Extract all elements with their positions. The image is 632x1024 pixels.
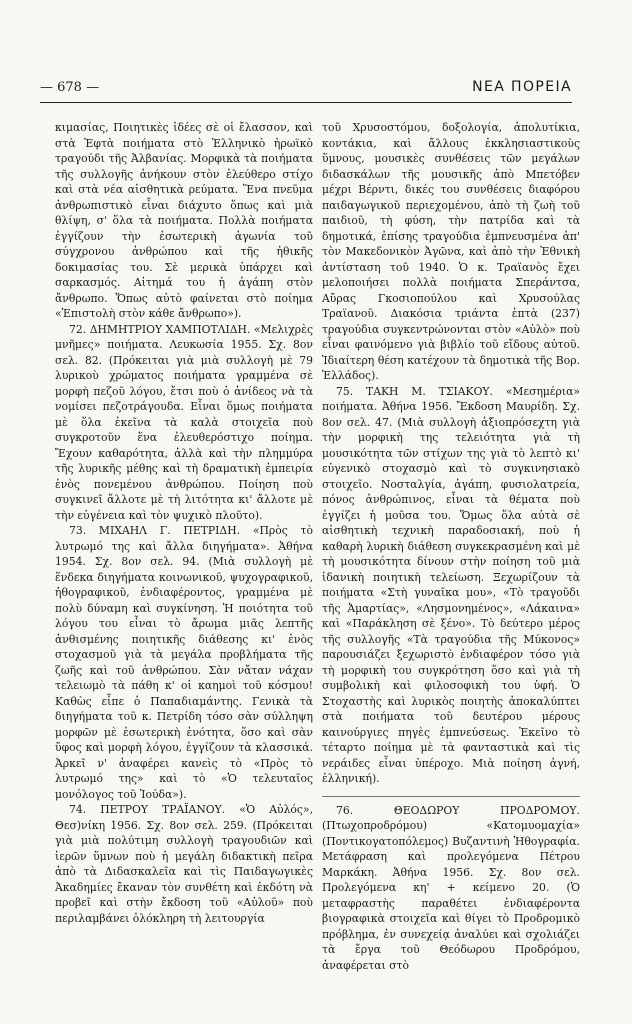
journal-title: ΝΕΑ ΠΟΡΕΙΑ	[472, 79, 572, 95]
entry-76: 76. ΘΕΟΔΩΡΟΥ ΠΡΟΔΡΟΜΟΥ. (Πτωχοπροδρόμου) «Κατομυομαχία» (Ποντικογατοπόλεμος) Βυζαντινὴ Ἠθογραφία. Μετάφραση καὶ προλεγόμενα Πέτρου Μαρκάκη. Ἀθήνα 1956. Σχ. 8ον σελ. Προλεγόμενα κη' + κείμενο 20. (Ὁ μεταφραστὴς παραθέτει ἐνδιαφέροντα βιογραφικὰ στοιχεῖα καὶ θίγει τὸ Προδρομικὸ πρόβλημα, ἐν συνεχείᾳ ἀναλύει καὶ σχολιάζει τὰ ἔργα τοῦ Θεόδωρου Προδρόμου, ἀναφέρεται στὸ	[322, 803, 580, 972]
entry-75: 75. ΤΑΚΗ Μ. ΤΣΙΑΚΟΥ. «Μεσημέρια» ποιήματα. Ἀθήνα 1956. Ἔκδοση Μαυρίδη. Σχ. 8ον σελ. 47. (Μιὰ συλλογὴ ἀξιοπρόσεχτη γιὰ τὴν μορφικὴ της τελειότητα γιὰ τὴ μουσικότητα τῶν στίχων της γιὰ τὸ λεπτὸ κι' εὐγενικὸ στοχασμὸ καὶ τὸ συγκινησιακὸ στοιχεῖο. Νοσταλγία, ἀγάπη, φυσιολατρεία, πόνος ἀνθρώπινος, εἶναι τὰ θέματα ποὺ ἐγγίζει ἡ μοῦσα του. Ὅμως ὅλα αὐτὰ σὲ αἰσθητικὴ τεχνικὴ παραδοσιακή, ποὺ ἡ καθαρὴ λυρικὴ διάθεση συγκεκρασμένη καὶ μὲ τὴ μουσικότητα δίνουν στὴν ποίηση τοῦ μιὰ ἰδανικὴ ποιητικὴ τελείωση. Ξεχωρίζουν τὰ ποιήματα «Στὴ γυναῖκα μου», «Τὸ τραγοῦδι τῆς Ἀμαρτίας», «Λησμονημένος», «Λάκαινα» καὶ «Παράκληση σὲ ξένο». Τὸ δεύτερο μέρος τῆς συλλογῆς «Τὰ τραγούδια τῆς Μύκονος» παρουσιάζει ξεχωριστὸ ἐνδιαφέρον τόσο γιὰ τὴ μορφικὴ του συγκρότηση ὅσο καὶ γιὰ τὴ συμβολικὴ καὶ φιλοσοφικὴ του ὑφή. Ὁ Στοχαστὴς καὶ λυρικὸς ποιητὴς ἀποκαλύπτει στὰ ποιήματα τοῦ δευτέρου μέρους καινούργιες πηγὲς ἐμπνεύσεως. Ἐκεῖνο τὸ τέταρτο ποίημα μὲ τὰ φανταστικὰ καὶ τὶς νεράιδες εἶναι ὑπέροχο. Μιὰ ποίηση ἀγνή, ἑλληνική).	[322, 384, 580, 785]
entry-74: 74. ΠΕΤΡΟΥ ΤΡΑΪΑΝΟΥ. «Ὁ Αὐλός», Θεσ)νίκη 1956. Σχ. 8ον σελ. 259. (Πρόκειται γιὰ μιὰ πολύτιμη συλλογὴ τραγουδιῶν καὶ ἱερῶν ὕμνων ποὺ ἡ μεγάλη διδακτικὴ πεῖρα ἀπὸ τὰ Διδασκαλεῖα καὶ τὶς Παιδαγωγικὲς Ἀκαδημίες ἔκαναν τὸν συνθέτη καὶ ἐκδότη νὰ προβεῖ καὶ στὴν ἔκδοση τοῦ «Αὐλοῦ» ποὺ περιλαμβάνει ὁλόκληρη τὴ λειτουργία	[55, 803, 313, 925]
entry-71-continuation: κιμασίας, Ποιητικὲς ἰδέες σὲ οἱ ἔλασσον, καὶ στὰ Ἑφτὰ ποιήματα στὸ Ἑλληνικὸ ἡρωϊκὸ τραγούδι τῆς Ἀλβανίας. Μορφικὰ τὰ ποιήματα τῆς συλλογῆς ἀνήκουν στὸν ἐλεύθερο στίχο καὶ στὰ νέα αἰσθητικὰ ρεύματα. Ἕνα πνεῦμα ἀνθρωπιστικὸ εἶναι διάχυτο ὅπως καὶ μιὰ θλίψη, σ' ὅλα τὰ ποιήματα. Πολλὰ ποιήματα ἐγγίζουν τὴν ἐσωτερικὴ ἀγωνία τοῦ σύγχρονου ἀνθρώπου καὶ τῆς ἠθικῆς δοκιμασίας του. Σὲ μερικὰ ὑπάρχει καὶ σαρκασμός. Αἰτημά του ἡ ἀγάπη στὸν ἄνθρωπο. Ὅπως αὐτὸ φαίνεται στὸ ποίημα «Ἐπιστολὴ στὸν κάθε ἄνθρωπο»).	[55, 121, 313, 320]
entry-73: 73. ΜΙΧΑΗΛ Γ. ΠΕΤΡΙΔΗ. «Πρὸς τὸ λυτρωμό της καὶ ἄλλα διηγήματα». Ἀθήνα 1954. Σχ. 8ον σελ. 94. (Μιὰ συλλογὴ μὲ ἕνδεκα διηγήματα κοινωνικοῦ, ψυχογραφικοῦ, ἠθογραφικοῦ, ἐνδιαφέροντος, γραμμένα μὲ πολὺ δύναμη καὶ συγκίνηση. Ἡ ποιότητα τοῦ λόγου του εἶναι τὸ ἄρωμα μιᾶς λεπτῆς ἀνθισμένης ποιητικῆς διάθεσης κι' ἑνὸς στοχασμοῦ γιὰ τὰ μεγάλα προβλήματα τῆς ζωῆς καὶ τοῦ ἀνθρώπου. Σὰν νἄταν νάχαν τελειωμὸ τὰ πάθη κ' οἱ καημοὶ τοῦ κόσμου! Καθὼς εἶπε ὁ Παπαδιαμάντης. Γενικὰ τὰ διηγήματα τοῦ κ. Πετρίδη τόσο σὰν σύλληψη μορφῶν μὲ ἐσωτερικὴ ἑνότητα, ὅσο καὶ σὰν ὕφος καὶ μορφὴ λόγου, ἐγγίζουν τὰ κλασσικά. Ἀρκεῖ ν' ἀναφέρει κανεὶς τὸ «Πρὸς τὸ λυτρωμό της» καὶ τὸ «Ὁ τελευταῖος μονόλογος τοῦ Ἰούδα»).	[55, 524, 313, 801]
page-header	[40, 80, 572, 102]
header-rule	[40, 102, 572, 103]
page-number: — 678 —	[40, 80, 100, 95]
right-column	[322, 120, 580, 1006]
entry-72: 72. ΔΗΜΗΤΡΙΟΥ ΧΑΜΠΟΤΛΙΔΗ. «Μελιχρὲς μνῆμες» ποιήματα. Λευκωσία 1955. Σχ. 8ον σελ. 82. (Πρόκειται γιὰ μιὰ συλλογὴ μὲ 79 λυρικοὺ χρώματος ποιήματα γραμμένα σὲ μορφὴ πεζοῦ λόγου, ἔτσι ποὺ ὁ ἀνίδεος νὰ τὰ νομίσει πεζοτράγουδα. Εἶναι ὅμως ποιήματα μὲ ὅλα ἐκεῖνα τὰ καλὰ στοιχεῖα ποὺ συγκροτοῦν ἕνα ἐλευθερόστιχο ποίημα. Ἔχουν καθαρότητα, ἀλλὰ καὶ τὴν πλημμύρα τῆς λυρικῆς μέθης καὶ τὴ δραματικὴ ἐμπειρία ἑνὸς πονεμένου ἀνθρώπου. Ποίηση ποὺ συγκινεῖ ἄλλοτε μὲ τὴ λιτότητα κι' ἄλλοτε μὲ τὴν εὐγένεια καὶ τὸν ψυχικὸ πλοῦτο).	[55, 322, 313, 522]
entry-74-continuation: τοῦ Χρυσοστόμου, δοξολογία, ἀπολυτίκια, κοντάκια, καὶ ἄλλους ἐκκλησιαστικοὺς ὕμνους, μουσικὲς συνθέσεις τῶν μεγάλων διδασκάλων τῆς μουσικῆς ἀπὸ Μπετόβεν μέχρι Βέρντι, δικές του συνθέσεις διαφόρου παιδαγωγικοῦ περιεχομένου, ἀπὸ τὴ ζωὴ τοῦ παιδιοῦ, τὴ φύση, τὴν πατρίδα καὶ τὰ δημοτικά, ἐπίσης τραγούδια ἐμπνευσμένα ἀπ' τὸν Μακεδονικὸν Ἀγῶνα, καὶ ἀπὸ τὴν Ἐθνικὴ ἀντίσταση τοῦ 1940. Ὁ κ. Τραϊανὸς ἔχει μελοποιήσει πολλὰ ποιήματα Σπεράντσα, Αὔρας Γκοσιοπούλου καὶ Χρυσούλας Τραϊανοῦ. Διακόσια τριάντα ἑπτὰ (237) τραγούδια συγκεντρώνονται στὸν «Αὐλὸ» ποὺ εἶναι φαινόμενο γιὰ βιβλίο τοῦ εἴδους αὐτοῦ. Ἰδιαίτερη θέση κατέχουν τὰ δημοτικὰ τῆς Βορ. Ἑλλάδος).	[322, 121, 580, 382]
left-column	[55, 120, 313, 1006]
entry-divider	[322, 796, 580, 797]
